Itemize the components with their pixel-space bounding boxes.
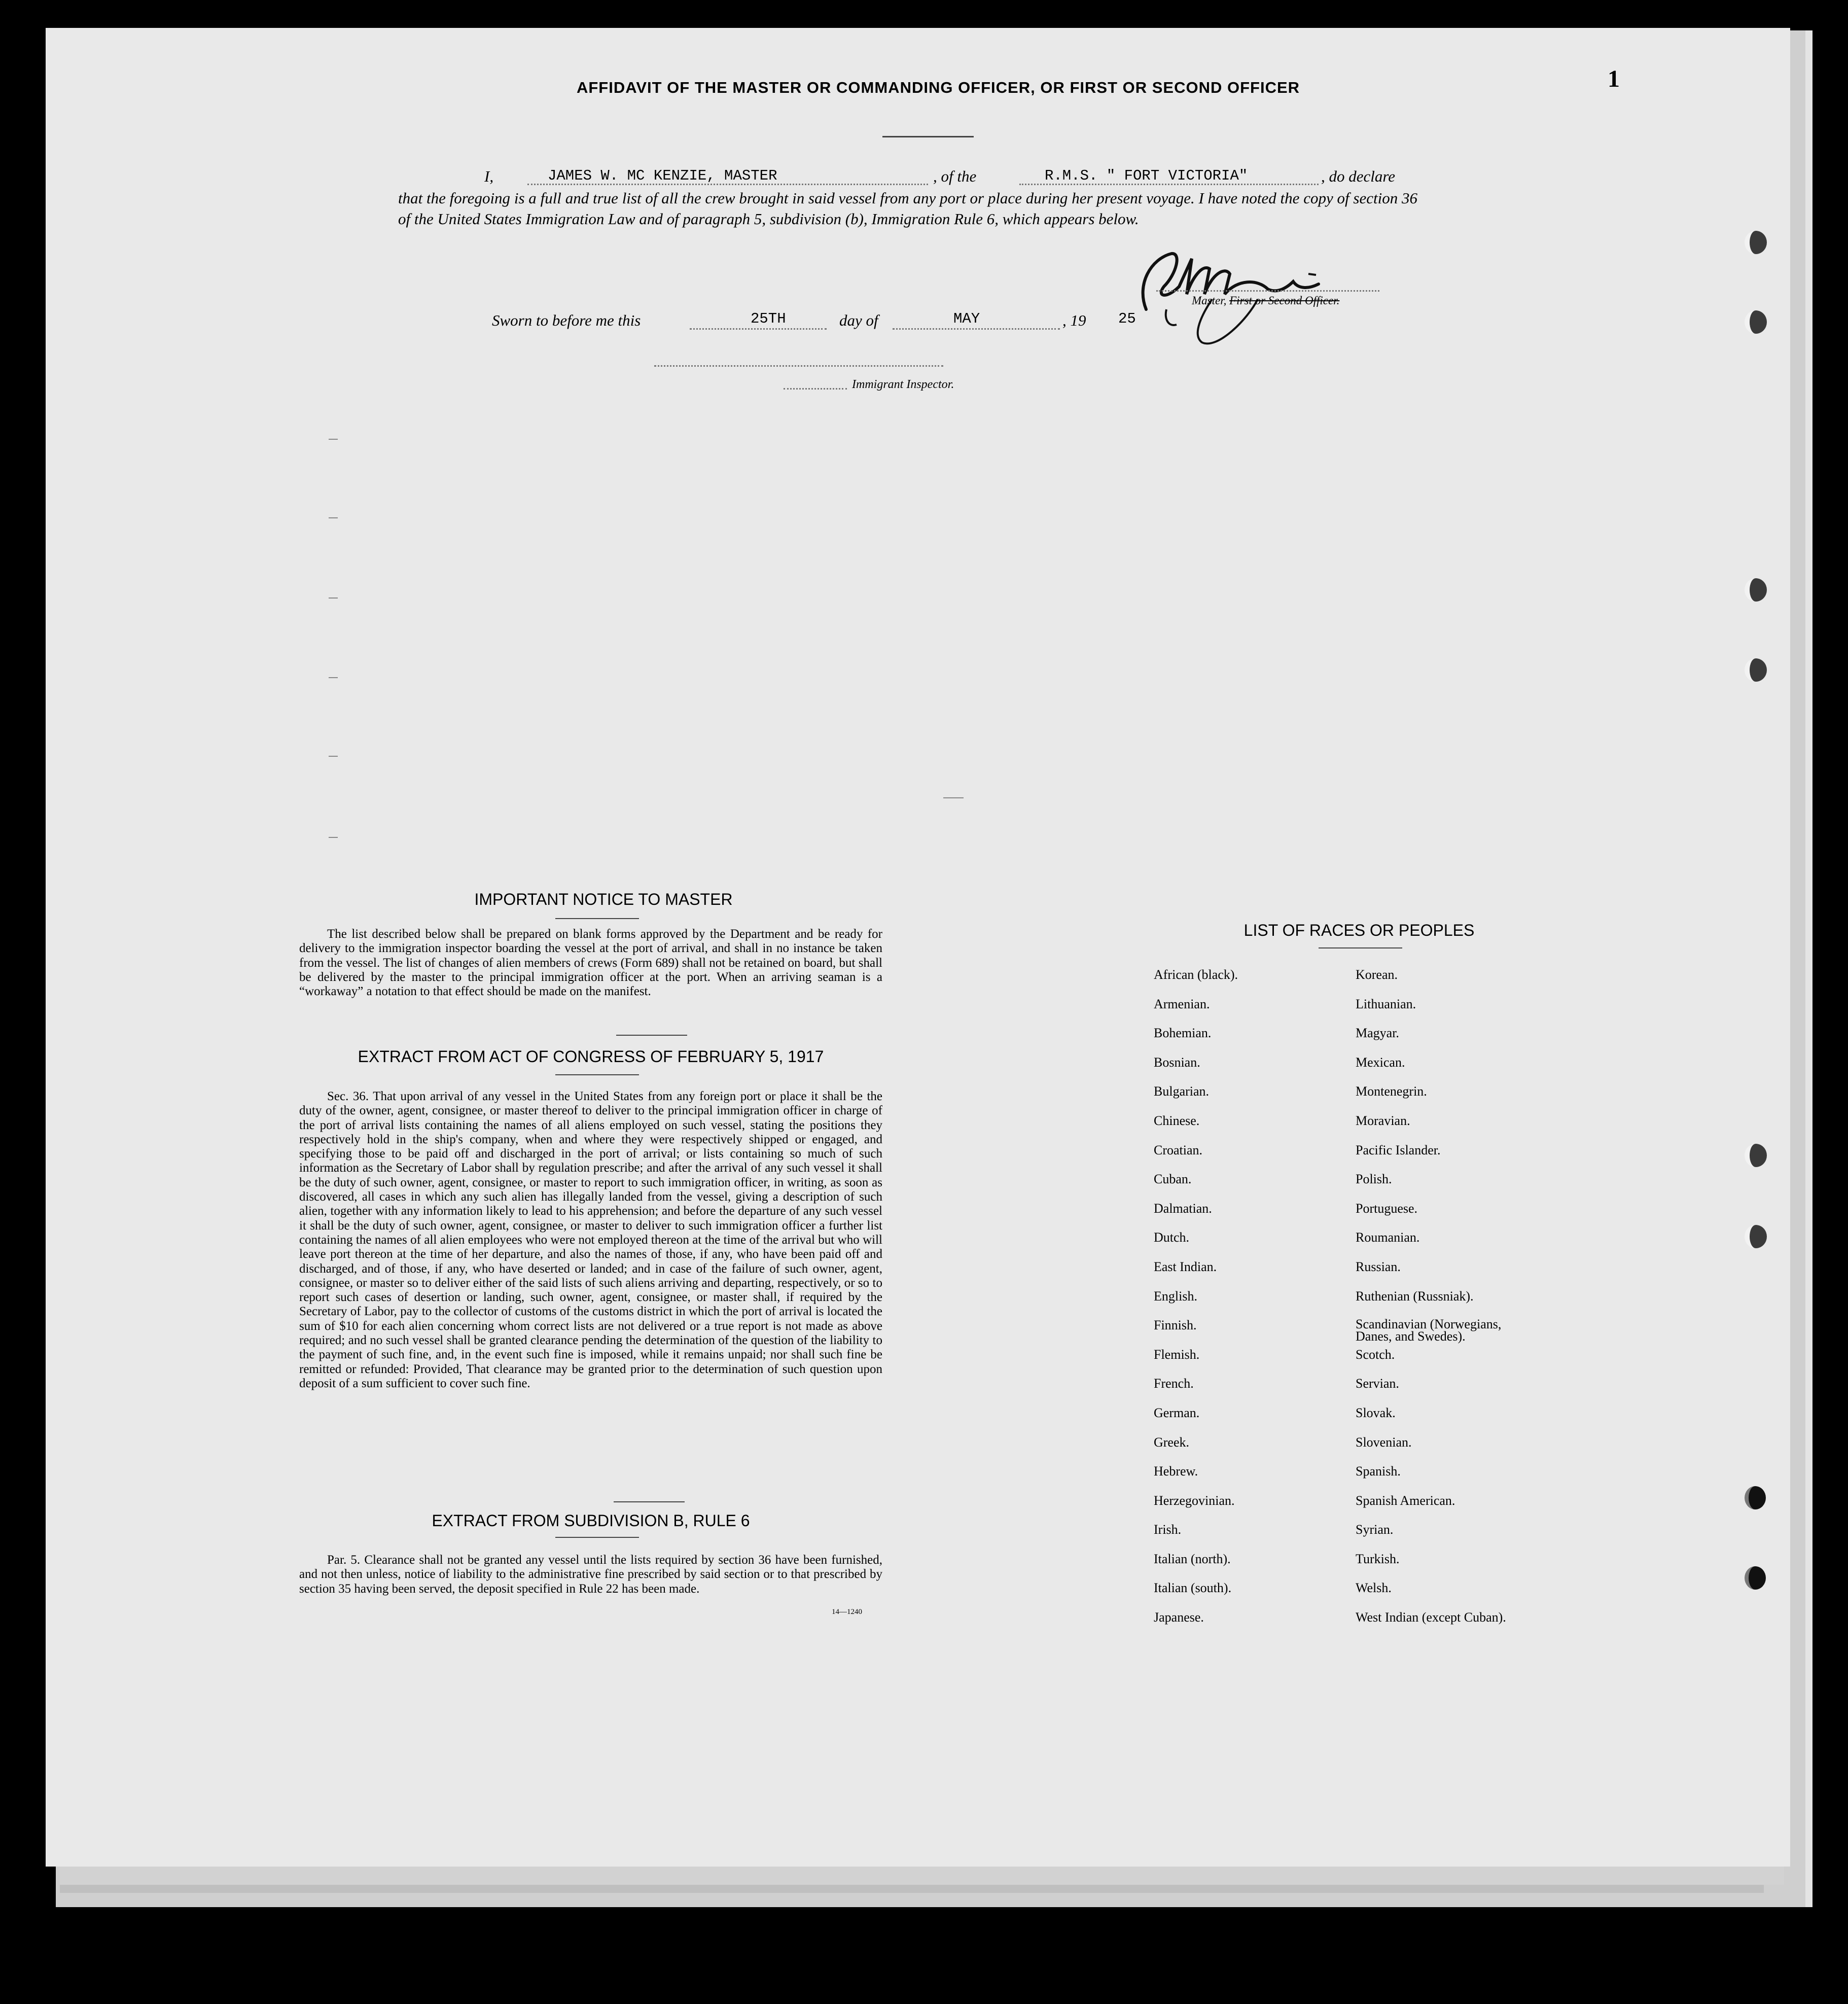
margin-tick — [329, 677, 338, 678]
race-item: Ruthenian (Russniak). — [1356, 1288, 1474, 1304]
punch-hole — [1745, 578, 1767, 602]
race-item: East Indian. — [1154, 1259, 1217, 1274]
race-item: Korean. — [1356, 967, 1398, 982]
margin-tick — [329, 837, 338, 838]
notice-text: The list described below shall be prepared on blank forms approved by the Department and be ready for delivery to the immigration inspector boarding the vessel at the port of arrival, and shall in no instance be taken from the vessel. The list of changes of alien members of crews (Form 689) shall not be retained on board, but shall be delivered by the master to the principal immigration officer at the port. When an arriving seaman is a “workaway” a notation to that effect should be made on the manifest. — [299, 927, 882, 999]
rule-extract-title: EXTRACT FROM SUBDIVISION B, RULE 6 — [432, 1511, 750, 1530]
race-item: Roumanian. — [1356, 1230, 1420, 1245]
notice-end-rule — [616, 1035, 687, 1036]
inspector-signature-line — [654, 365, 943, 367]
punch-hole — [1745, 1225, 1767, 1248]
punch-hole — [1745, 658, 1767, 682]
affidavit-title: AFFIDAVIT OF THE MASTER OR COMMANDING OFFICER, OR FIRST OR SECOND OFFICER — [576, 79, 1300, 96]
affidavit-paragraph: that the foregoing is a full and true list of all the crew brought in said vessel from any port or place during her present voyage. I have noted the copy of section 36 of the United States Immigration Law and of paragraph 5, subdivision (b), Immigration Rule 6, which appears below. — [398, 189, 1417, 228]
rule-extract-rule — [555, 1537, 639, 1538]
race-item: Armenian. — [1154, 996, 1210, 1011]
punch-hole — [1745, 310, 1767, 334]
day-of-label: day of — [839, 311, 878, 329]
vessel-name: R.M.S. " FORT VICTORIA" — [1045, 167, 1248, 184]
margin-tick — [329, 439, 338, 440]
race-item: Japanese. — [1154, 1610, 1204, 1625]
race-item: Bulgarian. — [1154, 1084, 1210, 1099]
race-item: Portuguese. — [1356, 1201, 1418, 1216]
margin-tick — [943, 797, 964, 798]
sheet-edge-shadow — [60, 1885, 1764, 1893]
race-item: Welsh. — [1356, 1580, 1392, 1596]
race-item: German. — [1154, 1405, 1200, 1420]
race-item: Montenegrin. — [1356, 1084, 1427, 1099]
punch-hole — [1745, 1566, 1766, 1590]
race-item: Moravian. — [1356, 1113, 1410, 1128]
race-item: Greek. — [1154, 1434, 1190, 1450]
race-item: Bosnian. — [1154, 1054, 1200, 1070]
margin-tick — [329, 597, 338, 599]
signature-dotted-line — [1156, 290, 1379, 292]
form-number: 14—1240 — [832, 1608, 862, 1616]
race-item: Irish. — [1154, 1522, 1182, 1537]
affidavit-prefix: I, — [484, 167, 494, 185]
race-item: Slovak. — [1356, 1405, 1396, 1420]
race-item: Croatian. — [1154, 1142, 1203, 1157]
punch-hole — [1745, 231, 1767, 254]
race-item: Magyar. — [1356, 1026, 1399, 1041]
sheet-edge — [60, 1867, 1784, 1885]
race-item: Turkish. — [1356, 1551, 1400, 1566]
race-item: Servian. — [1356, 1376, 1399, 1391]
punch-hole — [1745, 1144, 1767, 1167]
page-number: 1 — [1608, 65, 1620, 92]
year-prefix: , 19 — [1062, 311, 1086, 329]
margin-tick — [329, 756, 338, 757]
race-item: Scandinavian (Norwegians, Danes, and Swedes). — [1356, 1317, 1502, 1344]
race-item: Spanish American. — [1356, 1493, 1455, 1508]
race-item: Flemish. — [1154, 1347, 1200, 1362]
race-item: Dalmatian. — [1154, 1201, 1212, 1216]
race-item: Herzegovinian. — [1154, 1493, 1235, 1508]
race-item: Russian. — [1356, 1259, 1401, 1274]
master-label: Master, — [1192, 294, 1227, 307]
day-dotted-line — [690, 328, 827, 330]
race-item: Hebrew. — [1154, 1464, 1198, 1479]
act-extract-end-rule — [614, 1501, 685, 1502]
rule-extract-text: Par. 5. Clearance shall not be granted any vessel until the lists required by section 36 have been furnished, and not then unless, notice of liability to the administrative fine prescribed by said section or to that prescribed by section 35 having been served, the deposit specified in Rule 22 has been made. — [299, 1553, 882, 1596]
race-item: Dutch. — [1154, 1230, 1190, 1245]
month-dotted-line — [893, 328, 1060, 330]
race-item: Chinese. — [1154, 1113, 1200, 1128]
race-item: French. — [1154, 1376, 1194, 1391]
act-extract-text: Sec. 36. That upon arrival of any vessel in the United States from any foreign port or place it shall be the duty of the owner, agent, consignee, or master thereof to deliver to the principal immigration officer in charge of the port of arrival lists containing the names of all aliens employed on such vessel, stating the positions they respectively hold in the ship's company, when and where they were respectively shipped or engaged, and specifying those to be paid off and discharged in the port of arrival; or lists containing so much of such information as the Secretary of Labor shall by regulation prescribe; and after the arrival of any such vessel it shall be the duty of such owner, agent, consignee, or master to report to such immigration officer, in writing, as soon as discovered, all cases in which any such alien has illegally landed from the vessel, giving a description of such alien, together with any information likely to lead to his apprehension; and before the departure of any such vessel it shall be the duty of such owner, agent, consignee, or master to deliver to such immigration officer a further list containing the names of all alien employees who were not employed thereon at the time of the arrival but who will leave port thereon at the time of her departure, and also the names of those, if any, who have been paid off and discharged, and of those, if any, who have deserted or landed; and in case of the failure of such owner, agent, consignee, or master so to deliver either of the said lists of such aliens arriving and departing, respectively, or so to report such cases of desertion or landing, such owner, agent, consignee, or master shall, if required by the Secretary of Labor, pay to the collector of customs of the customs district in which the port of arrival is located the sum of $10 for each alien concerning whom correct lists are not delivered or a true report is not made as above required; and no such vessel shall be granted clearance pending the determination of the question of the liability to the payment of such fine, and, in the event such fine is imposed, while it remains unpaid; nor shall such fine be remitted or refunded: Provided, That clearance may be granted prior to the determination of such question upon deposit of a sum sufficient to cover such fine. — [299, 1089, 882, 1390]
race-item: Syrian. — [1356, 1522, 1394, 1537]
inspector-dotted-line — [784, 388, 847, 390]
punch-hole — [1745, 1486, 1766, 1509]
race-item: Slovenian. — [1356, 1434, 1412, 1450]
race-item: Bohemian. — [1154, 1026, 1212, 1041]
do-declare-label: , do declare — [1321, 167, 1396, 185]
races-left-column — [1154, 968, 1346, 1640]
inspector-label: Immigrant Inspector. — [852, 378, 954, 391]
races-title: LIST OF RACES OR PEOPLES — [1243, 921, 1475, 939]
race-item: Scotch. — [1356, 1347, 1395, 1362]
act-extract-rule — [555, 1074, 639, 1075]
struck-officer-label: First or Second Officer. — [1229, 294, 1340, 307]
race-item: Lithuanian. — [1356, 996, 1416, 1011]
race-item: Pacific Islander. — [1356, 1142, 1441, 1157]
race-item: English. — [1154, 1288, 1197, 1304]
sworn-label: Sworn to before me this — [492, 311, 641, 329]
race-item: Spanish. — [1356, 1464, 1401, 1479]
title-rule — [882, 136, 974, 137]
race-item: West Indian (except Cuban). — [1356, 1610, 1506, 1625]
race-item: Polish. — [1356, 1172, 1392, 1187]
race-item: Cuban. — [1154, 1172, 1192, 1187]
act-extract-title: EXTRACT FROM ACT OF CONGRESS OF FEBRUARY 5, 1917 — [358, 1047, 824, 1066]
sworn-year: 25 — [1118, 310, 1136, 327]
races-rule — [1319, 947, 1402, 948]
notice-title: IMPORTANT NOTICE TO MASTER — [474, 890, 733, 908]
sworn-month: MAY — [953, 310, 980, 327]
notice-rule — [555, 918, 639, 919]
margin-tick — [329, 517, 338, 518]
race-item: African (black). — [1154, 967, 1238, 982]
race-item: Italian (north). — [1154, 1551, 1231, 1566]
sworn-day: 25TH — [751, 310, 786, 327]
signature-caption — [1192, 294, 1339, 307]
declarant-name: JAMES W. MC KENZIE, MASTER — [548, 167, 777, 184]
race-item: Mexican. — [1356, 1054, 1405, 1070]
of-the-label: , of the — [933, 167, 977, 185]
race-item: Finnish. — [1154, 1318, 1197, 1333]
races-right-column — [1356, 968, 1574, 1640]
race-item: Italian (south). — [1154, 1580, 1232, 1596]
